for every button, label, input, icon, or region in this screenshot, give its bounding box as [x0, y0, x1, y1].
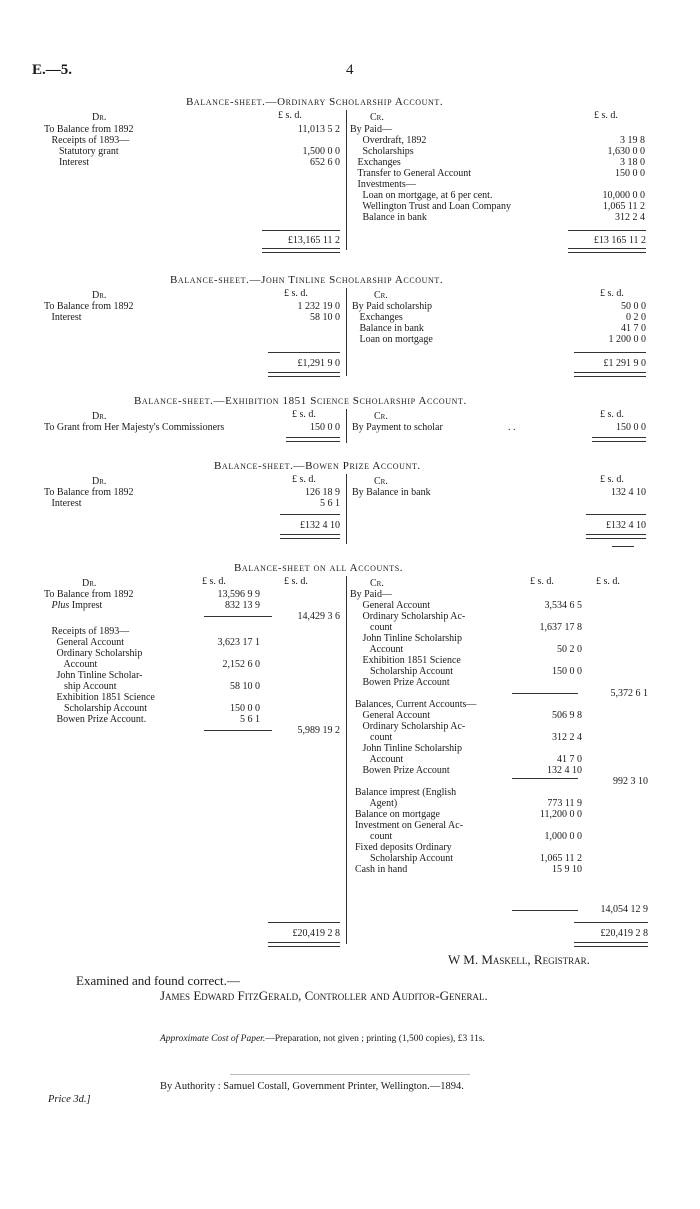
row-amount: 3 19 8: [620, 135, 645, 146]
exhibition-cr-double-rule: [592, 437, 646, 442]
row-label: John Tinline Scholarship: [350, 633, 462, 644]
row-label: Exchanges: [352, 312, 403, 323]
tinline-cr-row: [352, 312, 646, 323]
tinline-cr-list: [352, 301, 646, 345]
bowen-dr-money-head: £ s. d.: [292, 474, 316, 485]
cost-text: —Preparation, not given ; printing (1,500 copies), £3 11s.: [265, 1034, 485, 1044]
row-amount-inner: 11,200 0 0: [539, 809, 582, 820]
all-dr-head: Dr.: [82, 578, 97, 589]
ordinary-cr-money-head: £ s. d.: [594, 110, 618, 121]
row-label: General Account: [350, 600, 430, 611]
all-cr-row: [350, 732, 648, 743]
authority-rule: [230, 1074, 470, 1075]
all-cr-row: [350, 842, 648, 853]
row-label: Statutory grant: [44, 146, 119, 157]
all-cr-money-head-b: £ s. d.: [596, 576, 620, 587]
row-label: Ordinary Scholarship: [44, 648, 143, 659]
row-label: Investments—: [350, 179, 416, 190]
dr-subrule: [204, 616, 272, 617]
all-accounts-title: Balance-sheet on all Accounts.: [234, 562, 404, 574]
row-label: Account: [350, 644, 404, 655]
row-amount: 652 6 0: [310, 157, 340, 168]
row-amount: 1 232 19 0: [297, 301, 340, 312]
row-label: Receipts of 1893—: [44, 135, 130, 146]
all-cr-row: [350, 809, 648, 820]
dr-subrule: [204, 730, 272, 731]
row-label: count: [350, 622, 393, 633]
ordinary-cr-row: [350, 135, 645, 146]
exhibition-title: Balance-sheet.—Exhibition 1851 Science Scholarship Account.: [134, 395, 467, 407]
row-label: General Account: [44, 637, 124, 648]
ordinary-cr-row: [350, 168, 645, 179]
row-label: Scholarship Account: [350, 853, 454, 864]
row-label: Transfer to General Account: [350, 168, 472, 179]
row-amount: 11,013 5 2: [297, 124, 340, 135]
exhibition-cr-amount: 150 0 0: [616, 422, 646, 433]
row-label: Loan on mortgage, at 6 per cent.: [350, 190, 493, 201]
tinline-dr-row: [44, 301, 340, 312]
row-label: Bowen Prize Account: [350, 765, 450, 776]
exhibition-dr-label: To Grant from Her Majesty's Commissioners: [44, 422, 225, 433]
all-dr-double-rule: [268, 942, 340, 947]
cost-label: Approximate Cost of Paper.: [160, 1034, 266, 1044]
ordinary-cr-rule: [568, 230, 646, 231]
all-dr-row: [44, 648, 340, 659]
row-amount: 41 7 0: [621, 323, 646, 334]
bowen-cr-money-head: £ s. d.: [600, 474, 624, 485]
cost-line: [160, 1034, 485, 1044]
row-label: To Balance from 1892: [44, 487, 134, 498]
row-amount-inner: 312 2 4: [552, 732, 582, 743]
tinline-cr-row: [352, 323, 646, 334]
ordinary-cr-row: [350, 157, 645, 168]
row-amount: 1,065 11 2: [602, 201, 645, 212]
bowen-dr-head: Dr.: [92, 476, 107, 487]
all-cr-row: [350, 710, 648, 721]
exhibition-dr-money-head: £ s. d.: [292, 409, 316, 420]
all-cr-list: [350, 589, 648, 875]
all-dr-row: [44, 659, 340, 670]
row-label: Plus Imprest: [51, 600, 103, 611]
all-dr-total: £20,419 2 8: [292, 928, 340, 939]
exhibition-dr-amount: 150 0 0: [310, 422, 340, 433]
tinline-title: Balance-sheet.—John Tinline Scholarship Account.: [170, 274, 444, 286]
row-label: To Balance from 1892: [44, 589, 134, 600]
row-amount: 50 0 0: [621, 301, 646, 312]
all-dr-row: [44, 626, 340, 637]
row-label: Balance imprest (English: [350, 787, 457, 798]
all-dr-row: [44, 692, 340, 703]
row-amount: 5 6 1: [320, 498, 340, 509]
tinline-dr-head: Dr.: [92, 290, 107, 301]
bowen-short-rule: [612, 546, 634, 547]
document-code: E.—5.: [32, 62, 73, 78]
bowen-dr-row: [44, 487, 340, 498]
row-amount-inner: 15 9 10: [552, 864, 582, 875]
bowen-cr-amount: 132 4 10: [611, 487, 646, 498]
cr-subrule: [512, 693, 578, 694]
ordinary-dr-row: [44, 157, 340, 168]
all-dr-row: [44, 725, 340, 736]
row-label: By Paid scholarship: [352, 301, 432, 312]
all-cr-row: [350, 655, 648, 666]
row-label: Balance in bank: [350, 212, 427, 223]
price-label: Price 3d.]: [48, 1094, 91, 1105]
all-dr-row: [44, 681, 340, 692]
row-label: Scholarship Account: [44, 703, 148, 714]
row-label: By Paid—: [350, 124, 392, 135]
row-amount-inner: 150 0 0: [552, 666, 582, 677]
all-cr-subtotal: 14,054 12 9: [600, 904, 648, 915]
row-label: Scholarships: [350, 146, 414, 157]
bowen-dr-list: [44, 487, 340, 509]
ordinary-dr-row: [44, 124, 340, 135]
exhibition-dots: . .: [508, 422, 516, 433]
row-amount: 10,000 0 0: [602, 190, 645, 201]
bowen-cr-label: By Balance in bank: [352, 487, 431, 498]
row-label: To Balance from 1892: [44, 301, 134, 312]
row-label: Bowen Prize Account.: [44, 714, 147, 725]
row-label: General Account: [350, 710, 430, 721]
all-cr-row: [350, 820, 648, 831]
all-cr-head: Cr.: [370, 578, 384, 589]
page-number: 4: [346, 62, 354, 78]
row-label: Balances, Current Accounts—: [350, 699, 477, 710]
row-label: Ordinary Scholarship Ac-: [350, 721, 466, 732]
ordinary-cr-head: Cr.: [370, 112, 384, 123]
row-amount-inner: 41 7 0: [557, 754, 582, 765]
bowen-divider: [346, 474, 347, 544]
all-cr-row: [350, 699, 648, 710]
all-dr-row: [44, 611, 340, 622]
row-amount-inner: 5 6 1: [240, 714, 260, 725]
all-dr-row: [44, 670, 340, 681]
all-cr-row: [350, 633, 648, 644]
authority-line: By Authority : Samuel Costall, Government Printer, Wellington.—1894.: [160, 1081, 464, 1092]
tinline-cr-rule: [574, 352, 646, 353]
row-label: Balance in bank: [352, 323, 424, 334]
ordinary-cr-row: [350, 179, 645, 190]
all-cr-row: [350, 644, 648, 655]
row-label: Wellington Trust and Loan Company: [350, 201, 511, 212]
row-amount-inner: 773 11 9: [547, 798, 582, 809]
row-label: Investment on General Ac-: [350, 820, 464, 831]
all-cr-row: [350, 589, 648, 600]
row-amount-outer: 14,429 3 6: [297, 611, 340, 622]
ordinary-cr-row: [350, 212, 645, 223]
row-label: Fixed deposits Ordinary: [350, 842, 452, 853]
bowen-dr-row: [44, 498, 340, 509]
ordinary-dr-row: [44, 135, 340, 146]
ordinary-divider: [346, 110, 347, 250]
all-cr-total-rule: [574, 922, 648, 923]
row-label: Exhibition 1851 Science: [44, 692, 155, 703]
bowen-dr-double-rule: [280, 534, 340, 539]
row-amount-inner: 58 10 0: [230, 681, 260, 692]
exhibition-dr-double-rule: [286, 437, 340, 442]
row-amount-inner: 50 2 0: [557, 644, 582, 655]
bowen-title: Balance-sheet.—Bowen Prize Account.: [214, 460, 421, 472]
row-label: Interest: [44, 498, 82, 509]
row-amount-outer: 992 3 10: [613, 776, 648, 787]
all-cr-row: [350, 666, 648, 677]
tinline-cr-money-head: £ s. d.: [600, 288, 624, 299]
all-divider: [346, 576, 347, 944]
ordinary-cr-row: [350, 190, 645, 201]
all-cr-row: [350, 864, 648, 875]
all-cr-row: [350, 600, 648, 611]
row-amount-inner: 832 13 9: [225, 600, 260, 611]
row-amount-inner: 132 4 10: [547, 765, 582, 776]
row-label: Account: [44, 659, 98, 670]
tinline-dr-row: [44, 312, 340, 323]
tinline-dr-double-rule: [268, 372, 340, 377]
row-amount-inner: 3,534 6 5: [544, 600, 582, 611]
tinline-dr-rule: [268, 352, 340, 353]
tinline-cr-row: [352, 301, 646, 312]
all-cr-row: [350, 765, 648, 776]
tinline-divider: [346, 288, 347, 376]
row-label: John Tinline Scholar-: [44, 670, 143, 681]
ordinary-cr-total: £13 165 11 2: [593, 235, 646, 246]
row-label: John Tinline Scholarship: [350, 743, 462, 754]
row-label: Account: [350, 754, 404, 765]
row-amount-inner: 13,596 9 9: [217, 589, 260, 600]
all-cr-row: [350, 743, 648, 754]
all-dr-money-head-b: £ s. d.: [284, 576, 308, 587]
all-cr-money-head-a: £ s. d.: [530, 576, 554, 587]
exhibition-divider: [346, 409, 347, 443]
ordinary-title: Balance-sheet.—Ordinary Scholarship Account.: [186, 96, 444, 108]
all-cr-row: [350, 721, 648, 732]
row-label: Bowen Prize Account: [350, 677, 450, 688]
row-amount: 1,500 0 0: [302, 146, 340, 157]
row-label: Cash in hand: [350, 864, 408, 875]
row-amount-inner: 506 9 8: [552, 710, 582, 721]
all-cr-row: [350, 611, 648, 622]
bowen-cr-total: £132 4 10: [606, 520, 646, 531]
row-label: ship Account: [44, 681, 117, 692]
all-cr-row: [350, 798, 648, 809]
all-cr-row: [350, 776, 648, 787]
ordinary-dr-total: £13,165 11 2: [287, 235, 340, 246]
all-cr-row: [350, 677, 648, 688]
tinline-dr-total: £1,291 9 0: [297, 358, 340, 369]
all-cr-row: [350, 831, 648, 842]
all-dr-total-rule: [268, 922, 340, 923]
all-dr-row: [44, 589, 340, 600]
row-label: Exchanges: [350, 157, 401, 168]
examined-text: Examined and found correct.—: [76, 973, 240, 988]
bowen-cr-head: Cr.: [374, 476, 388, 487]
row-amount: 1,630 0 0: [607, 146, 645, 157]
all-cr-row: [350, 853, 648, 864]
ordinary-cr-row: [350, 124, 645, 135]
all-dr-row: [44, 714, 340, 725]
all-cr-row: [350, 787, 648, 798]
row-label: Agent): [350, 798, 398, 809]
ordinary-cr-double-rule: [568, 248, 646, 253]
all-cr-row: [350, 688, 648, 699]
tinline-cr-head: Cr.: [374, 290, 388, 301]
row-label: Ordinary Scholarship Ac-: [350, 611, 466, 622]
ordinary-cr-list: [350, 124, 645, 223]
tinline-cr-row: [352, 334, 646, 345]
row-amount: 312 2 4: [615, 212, 645, 223]
row-label: By Paid—: [350, 589, 392, 600]
row-label: count: [350, 831, 393, 842]
ordinary-dr-head: Dr.: [92, 112, 107, 123]
ordinary-dr-money-head: £ s. d.: [278, 110, 302, 121]
bowen-dr-rule: [280, 514, 340, 515]
all-cr-total: £20,419 2 8: [600, 928, 648, 939]
row-label: Overdraft, 1892: [350, 135, 427, 146]
row-label: Receipts of 1893—: [44, 626, 130, 637]
exhibition-cr-label: By Payment to scholar: [352, 422, 443, 433]
row-amount-inner: 150 0 0: [230, 703, 260, 714]
row-label: Balance on mortgage: [350, 809, 440, 820]
row-label: Exhibition 1851 Science: [350, 655, 461, 666]
tinline-cr-double-rule: [574, 372, 646, 377]
row-amount: 150 0 0: [615, 168, 645, 179]
auditor-signature: James Edward FitzGerald, Controller and Auditor-General.: [160, 988, 488, 1003]
row-label: Scholarship Account: [350, 666, 454, 677]
row-label: Interest: [44, 157, 89, 168]
all-cr-double-rule: [574, 942, 648, 947]
ordinary-cr-row: [350, 201, 645, 212]
all-cr-row: [350, 622, 648, 633]
ordinary-dr-rule: [262, 230, 340, 231]
tinline-cr-total: £1 291 9 0: [603, 358, 646, 369]
all-cr-row: [350, 754, 648, 765]
cr-subrule: [512, 778, 578, 779]
row-amount-outer: 5,372 6 1: [610, 688, 648, 699]
exhibition-cr-money-head: £ s. d.: [600, 409, 624, 420]
row-amount-outer: 5,989 19 2: [297, 725, 340, 736]
bowen-dr-total: £132 4 10: [300, 520, 340, 531]
row-amount: 126 18 9: [305, 487, 340, 498]
all-dr-list: [44, 589, 340, 736]
row-label: Loan on mortgage: [352, 334, 433, 345]
bowen-cr-rule: [586, 514, 646, 515]
all-dr-row: [44, 600, 340, 611]
row-label: To Balance from 1892: [44, 124, 134, 135]
row-label: count: [350, 732, 393, 743]
row-label: Interest: [44, 312, 82, 323]
row-amount: 0 2 0: [626, 312, 646, 323]
row-amount-inner: 3,623 17 1: [217, 637, 260, 648]
row-amount: 3 18 0: [620, 157, 645, 168]
tinline-dr-money-head: £ s. d.: [284, 288, 308, 299]
row-amount: 1 200 0 0: [608, 334, 646, 345]
ordinary-dr-double-rule: [262, 248, 340, 253]
exhibition-cr-head: Cr.: [374, 411, 388, 422]
bowen-cr-double-rule: [586, 534, 646, 539]
exhibition-dr-head: Dr.: [92, 411, 107, 422]
tinline-dr-list: [44, 301, 340, 323]
row-amount-inner: 1,000 0 0: [544, 831, 582, 842]
registrar-signature: W M. Maskell, Registrar.: [448, 952, 590, 967]
row-amount-inner: 1,065 11 2: [539, 853, 582, 864]
all-dr-row: [44, 703, 340, 714]
row-amount-inner: 2,152 6 0: [222, 659, 260, 670]
plus-word: Plus: [51, 600, 70, 611]
all-dr-row: [44, 637, 340, 648]
row-amount: 58 10 0: [310, 312, 340, 323]
ordinary-dr-list: [44, 124, 340, 168]
ordinary-cr-row: [350, 146, 645, 157]
ordinary-dr-row: [44, 146, 340, 157]
row-amount-inner: 1,637 17 8: [539, 622, 582, 633]
all-dr-money-head-a: £ s. d.: [202, 576, 226, 587]
